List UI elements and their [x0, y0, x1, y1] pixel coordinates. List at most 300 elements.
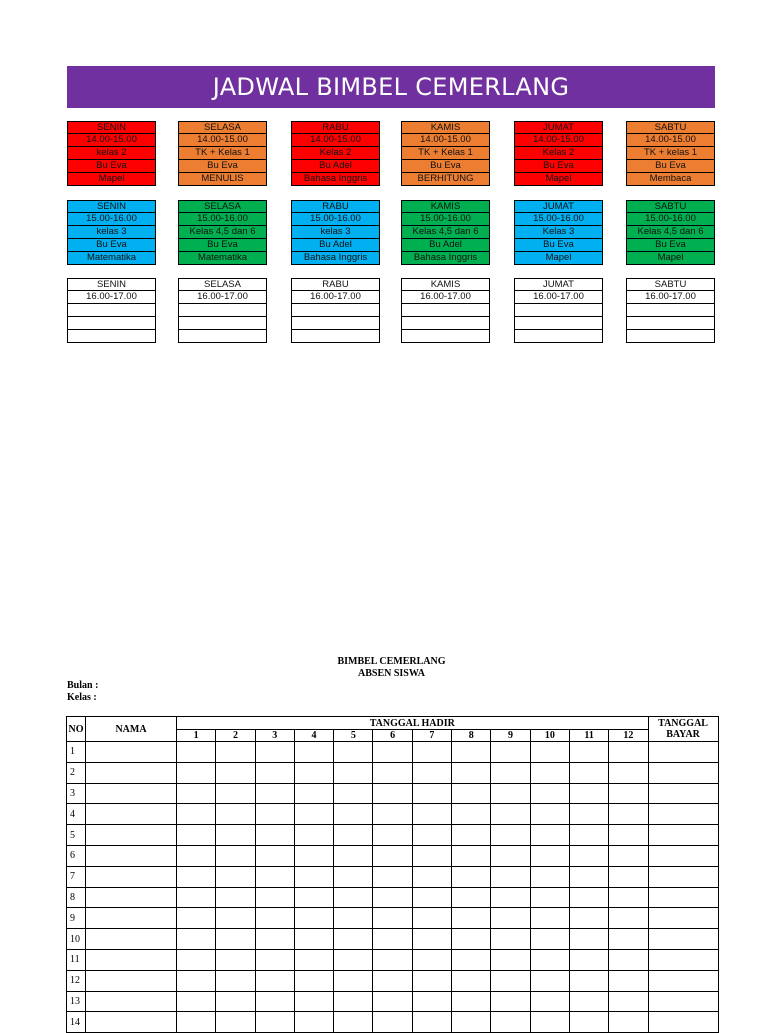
schedule-class: Kelas 4,5 dan 6 — [401, 226, 490, 239]
attendance-cell — [530, 970, 569, 991]
attendance-cell — [412, 970, 451, 991]
attendance-cell — [609, 783, 648, 804]
schedule-subject — [626, 330, 715, 343]
attendance-cell — [294, 949, 333, 970]
schedule-day: SENIN — [67, 278, 156, 291]
schedule-day: KAMIS — [401, 278, 490, 291]
attendance-cell — [294, 845, 333, 866]
name-cell — [86, 742, 177, 763]
attendance-cell — [373, 929, 412, 950]
col-tanggal-hadir-header: TANGGAL HADIR — [177, 717, 649, 730]
attendance-cell — [491, 783, 530, 804]
attendance-cell — [491, 804, 530, 825]
attendance-cell — [569, 908, 608, 929]
schedule-day: SENIN — [67, 121, 156, 134]
schedule-teacher: Bu Eva — [178, 239, 267, 252]
schedule-subject: Matematika — [67, 252, 156, 265]
schedule-time: 14.00-15.00 — [178, 134, 267, 147]
attendance-cell — [216, 742, 255, 763]
attendance-cell — [491, 742, 530, 763]
schedule-subject — [401, 330, 490, 343]
attendance-cell — [216, 762, 255, 783]
attendance-cell — [255, 970, 294, 991]
attendance-cell — [255, 845, 294, 866]
schedule-block — [67, 278, 156, 343]
row-number: 6 — [67, 845, 86, 866]
attendance-cell — [334, 804, 373, 825]
schedule-subject: Mapel — [514, 173, 603, 186]
date-column-header: 3 — [255, 730, 294, 742]
attendance-cell — [569, 845, 608, 866]
kelas-label: Kelas : — [67, 692, 97, 703]
attendance-cell — [530, 845, 569, 866]
attendance-cell — [255, 762, 294, 783]
table-row — [67, 762, 719, 783]
schedule-title: JADWAL BIMBEL CEMERLANG — [67, 66, 715, 108]
schedule-time: 16.00-17.00 — [401, 291, 490, 304]
attendance-cell — [491, 949, 530, 970]
attendance-cell — [216, 845, 255, 866]
attendance-cell — [255, 908, 294, 929]
attendance-cell — [452, 825, 491, 846]
table-row — [67, 991, 719, 1012]
attendance-cell — [294, 970, 333, 991]
schedule-time: 15.00-16.00 — [401, 213, 490, 226]
attendance-cell — [177, 762, 216, 783]
attendance-cell — [530, 762, 569, 783]
attendance-cell — [452, 783, 491, 804]
attendance-cell — [216, 929, 255, 950]
schedule-subject: Bahasa Inggris — [291, 173, 380, 186]
attendance-cell — [609, 866, 648, 887]
schedule-time: 16.00-17.00 — [67, 291, 156, 304]
schedule-subject — [514, 330, 603, 343]
attendance-cell — [216, 887, 255, 908]
attendance-cell — [373, 866, 412, 887]
attendance-cell — [294, 762, 333, 783]
attendance-cell — [491, 991, 530, 1012]
absen-title: BIMBEL CEMERLANG — [337, 656, 446, 667]
schedule-day: JUMAT — [514, 278, 603, 291]
schedule-time: 16.00-17.00 — [291, 291, 380, 304]
attendance-cell — [373, 762, 412, 783]
date-column-header: 2 — [216, 730, 255, 742]
schedule-subject: Bahasa Inggris — [401, 252, 490, 265]
schedule-teacher — [291, 317, 380, 330]
attendance-cell — [452, 866, 491, 887]
schedule-day: SABTU — [626, 278, 715, 291]
attendance-cell — [373, 970, 412, 991]
schedule-block — [178, 278, 267, 343]
attendance-cell — [294, 991, 333, 1012]
attendance-cell — [491, 762, 530, 783]
schedule-subject: Matematika — [178, 252, 267, 265]
table-row — [67, 970, 719, 991]
attendance-cell — [255, 887, 294, 908]
schedule-block — [291, 200, 380, 265]
schedule-teacher: Bu Eva — [67, 160, 156, 173]
schedule-teacher: Bu Eva — [67, 239, 156, 252]
col-nama-header: NAMA — [86, 717, 177, 742]
attendance-cell — [334, 742, 373, 763]
table-row — [67, 783, 719, 804]
date-column-header: 11 — [569, 730, 608, 742]
attendance-cell — [412, 887, 451, 908]
attendance-cell — [177, 949, 216, 970]
attendance-cell — [334, 762, 373, 783]
attendance-cell — [569, 929, 608, 950]
attendance-cell — [530, 887, 569, 908]
schedule-teacher — [67, 317, 156, 330]
name-cell — [86, 845, 177, 866]
attendance-cell — [609, 908, 648, 929]
attendance-cell — [491, 887, 530, 908]
schedule-day: RABU — [291, 121, 380, 134]
date-column-header: 10 — [530, 730, 569, 742]
attendance-cell — [569, 783, 608, 804]
attendance-cell — [609, 845, 648, 866]
attendance-cell — [609, 949, 648, 970]
schedule-teacher: Bu Adel — [291, 239, 380, 252]
attendance-cell — [530, 991, 569, 1012]
name-cell — [86, 783, 177, 804]
attendance-cell — [609, 804, 648, 825]
row-number: 5 — [67, 825, 86, 846]
payment-date-cell — [648, 804, 718, 825]
schedule-day: RABU — [291, 278, 380, 291]
attendance-cell — [216, 783, 255, 804]
attendance-cell — [530, 908, 569, 929]
schedule-subject: Mapel — [67, 173, 156, 186]
schedule-time: 14.00-15.00 — [67, 134, 156, 147]
attendance-cell — [530, 783, 569, 804]
payment-date-cell — [648, 783, 718, 804]
attendance-cell — [609, 1012, 648, 1033]
schedule-class: Kelas 3 — [514, 226, 603, 239]
attendance-cell — [177, 804, 216, 825]
schedule-time: 15.00-16.00 — [514, 213, 603, 226]
attendance-cell — [452, 887, 491, 908]
schedule-class: TK + Kelas 1 — [401, 147, 490, 160]
attendance-cell — [373, 825, 412, 846]
attendance-cell — [255, 742, 294, 763]
schedule-class — [514, 304, 603, 317]
schedule-time: 15.00-16.00 — [291, 213, 380, 226]
schedule-class — [291, 304, 380, 317]
attendance-cell — [216, 804, 255, 825]
table-row — [67, 825, 719, 846]
schedule-block — [626, 278, 715, 343]
attendance-cell — [255, 804, 294, 825]
row-number: 1 — [67, 742, 86, 763]
attendance-cell — [491, 908, 530, 929]
date-column-header: 4 — [294, 730, 333, 742]
name-cell — [86, 887, 177, 908]
attendance-cell — [177, 1012, 216, 1033]
payment-date-cell — [648, 866, 718, 887]
attendance-cell — [334, 845, 373, 866]
attendance-cell — [452, 908, 491, 929]
table-row — [67, 929, 719, 950]
payment-date-cell — [648, 825, 718, 846]
table-row — [67, 866, 719, 887]
row-number: 7 — [67, 866, 86, 887]
attendance-cell — [177, 970, 216, 991]
schedule-day: KAMIS — [401, 200, 490, 213]
attendance-cell — [294, 783, 333, 804]
schedule-class: Kelas 4,5 dan 6 — [178, 226, 267, 239]
attendance-cell — [177, 783, 216, 804]
row-number: 10 — [67, 929, 86, 950]
attendance-cell — [491, 845, 530, 866]
name-cell — [86, 825, 177, 846]
schedule-subject — [178, 330, 267, 343]
schedule-class: Kelas 4,5 dan 6 — [626, 226, 715, 239]
schedule-day: KAMIS — [401, 121, 490, 134]
schedule-teacher — [626, 317, 715, 330]
schedule-day: SELASA — [178, 200, 267, 213]
attendance-cell — [216, 825, 255, 846]
schedule-teacher: Bu Adel — [291, 160, 380, 173]
schedule-subject: Bahasa Inggris — [291, 252, 380, 265]
attendance-cell — [412, 929, 451, 950]
table-row — [67, 1012, 719, 1033]
payment-date-cell — [648, 742, 718, 763]
attendance-cell — [334, 991, 373, 1012]
attendance-cell — [569, 887, 608, 908]
payment-date-cell — [648, 762, 718, 783]
schedule-teacher: Bu Eva — [626, 239, 715, 252]
attendance-cell — [334, 825, 373, 846]
attendance-cell — [255, 783, 294, 804]
table-row — [67, 949, 719, 970]
name-cell — [86, 866, 177, 887]
attendance-cell — [255, 866, 294, 887]
schedule-time: 16.00-17.00 — [514, 291, 603, 304]
attendance-cell — [609, 742, 648, 763]
attendance-cell — [334, 1012, 373, 1033]
schedule-day: JUMAT — [514, 121, 603, 134]
attendance-cell — [255, 825, 294, 846]
attendance-cell — [569, 949, 608, 970]
schedule-class: kelas 3 — [291, 226, 380, 239]
attendance-cell — [452, 929, 491, 950]
date-column-header: 8 — [452, 730, 491, 742]
attendance-cell — [334, 970, 373, 991]
attendance-cell — [294, 742, 333, 763]
attendance-cell — [609, 762, 648, 783]
schedule-block — [626, 200, 715, 265]
attendance-cell — [412, 762, 451, 783]
name-cell — [86, 1012, 177, 1033]
attendance-cell — [569, 742, 608, 763]
attendance-cell — [569, 1012, 608, 1033]
attendance-cell — [255, 929, 294, 950]
schedule-subject: Membaca — [626, 173, 715, 186]
attendance-cell — [294, 887, 333, 908]
schedule-day: JUMAT — [514, 200, 603, 213]
name-cell — [86, 970, 177, 991]
name-cell — [86, 908, 177, 929]
col-no-header: NO — [67, 717, 86, 742]
col-tanggal-bayar-header: TANGGAL BAYAR — [648, 717, 718, 742]
attendance-cell — [255, 949, 294, 970]
payment-date-cell — [648, 970, 718, 991]
attendance-cell — [412, 804, 451, 825]
table-row — [67, 887, 719, 908]
payment-date-cell — [648, 949, 718, 970]
schedule-teacher — [514, 317, 603, 330]
schedule-teacher: Bu Eva — [401, 160, 490, 173]
attendance-cell — [569, 825, 608, 846]
attendance-cell — [334, 949, 373, 970]
schedule-time: 14.00-15.00 — [401, 134, 490, 147]
attendance-cell — [373, 908, 412, 929]
schedule-time: 16.00-17.00 — [178, 291, 267, 304]
attendance-cell — [412, 991, 451, 1012]
attendance-cell — [609, 991, 648, 1012]
row-number: 2 — [67, 762, 86, 783]
schedule-day: SELASA — [178, 121, 267, 134]
attendance-cell — [216, 908, 255, 929]
attendance-cell — [412, 783, 451, 804]
attendance-cell — [412, 908, 451, 929]
schedule-day: SABTU — [626, 200, 715, 213]
attendance-cell — [530, 825, 569, 846]
row-number: 3 — [67, 783, 86, 804]
attendance-cell — [491, 929, 530, 950]
schedule-subject: BERHITUNG — [401, 173, 490, 186]
table-row — [67, 845, 719, 866]
schedule-class — [401, 304, 490, 317]
attendance-cell — [452, 845, 491, 866]
attendance-cell — [177, 887, 216, 908]
attendance-cell — [177, 991, 216, 1012]
attendance-cell — [216, 991, 255, 1012]
attendance-cell — [530, 866, 569, 887]
attendance-cell — [177, 825, 216, 846]
attendance-cell — [530, 929, 569, 950]
date-column-header: 6 — [373, 730, 412, 742]
name-cell — [86, 991, 177, 1012]
schedule-block — [401, 121, 490, 186]
schedule-class — [67, 304, 156, 317]
row-number: 11 — [67, 949, 86, 970]
schedule-day: SELASA — [178, 278, 267, 291]
attendance-cell — [452, 949, 491, 970]
attendance-cell — [294, 1012, 333, 1033]
date-column-header: 12 — [609, 730, 648, 742]
row-number: 8 — [67, 887, 86, 908]
schedule-block — [291, 278, 380, 343]
schedule-class — [626, 304, 715, 317]
absen-subtitle: ABSEN SISWA — [358, 668, 425, 679]
attendance-cell — [294, 804, 333, 825]
schedule-block — [178, 121, 267, 186]
schedule-teacher: Bu Eva — [178, 160, 267, 173]
schedule-subject: MENULIS — [178, 173, 267, 186]
name-cell — [86, 804, 177, 825]
schedule-block — [626, 121, 715, 186]
schedule-block — [178, 200, 267, 265]
date-column-header: 1 — [177, 730, 216, 742]
schedule-teacher: Bu Eva — [514, 160, 603, 173]
attendance-cell — [373, 887, 412, 908]
attendance-cell — [452, 804, 491, 825]
schedule-teacher: Bu Eva — [514, 239, 603, 252]
schedule-block — [67, 121, 156, 186]
attendance-cell — [452, 1012, 491, 1033]
attendance-cell — [569, 866, 608, 887]
payment-date-cell — [648, 845, 718, 866]
attendance-cell — [255, 991, 294, 1012]
attendance-cell — [373, 845, 412, 866]
schedule-class: kelas 3 — [67, 226, 156, 239]
name-cell — [86, 929, 177, 950]
attendance-cell — [412, 949, 451, 970]
schedule-class: TK + kelas 1 — [626, 147, 715, 160]
attendance-cell — [334, 866, 373, 887]
schedule-block — [401, 200, 490, 265]
date-column-header: 7 — [412, 730, 451, 742]
attendance-cell — [452, 762, 491, 783]
attendance-cell — [530, 949, 569, 970]
schedule-time: 16.00-17.00 — [626, 291, 715, 304]
schedule-subject — [291, 330, 380, 343]
attendance-cell — [334, 908, 373, 929]
name-cell — [86, 949, 177, 970]
attendance-cell — [216, 949, 255, 970]
table-row — [67, 908, 719, 929]
schedule-time: 14.00-15.00 — [626, 134, 715, 147]
row-number: 13 — [67, 991, 86, 1012]
attendance-cell — [216, 1012, 255, 1033]
attendance-cell — [294, 825, 333, 846]
row-number: 14 — [67, 1012, 86, 1033]
attendance-cell — [609, 887, 648, 908]
attendance-cell — [373, 1012, 412, 1033]
attendance-cell — [334, 887, 373, 908]
attendance-cell — [569, 762, 608, 783]
attendance-cell — [334, 783, 373, 804]
bulan-label: Bulan : — [67, 680, 99, 691]
attendance-cell — [373, 783, 412, 804]
attendance-cell — [177, 908, 216, 929]
schedule-teacher — [401, 317, 490, 330]
attendance-cell — [412, 845, 451, 866]
attendance-cell — [294, 929, 333, 950]
attendance-cell — [177, 845, 216, 866]
schedule-class: kelas 2 — [67, 147, 156, 160]
schedule-teacher: Bu Adel — [401, 239, 490, 252]
attendance-cell — [491, 825, 530, 846]
attendance-cell — [177, 866, 216, 887]
attendance-cell — [569, 970, 608, 991]
attendance-cell — [452, 742, 491, 763]
attendance-cell — [412, 866, 451, 887]
attendance-cell — [177, 929, 216, 950]
name-cell — [86, 762, 177, 783]
attendance-cell — [177, 742, 216, 763]
schedule-time: 15.00-16.00 — [67, 213, 156, 226]
attendance-cell — [334, 929, 373, 950]
schedule-subject: Mapel — [514, 252, 603, 265]
row-number: 12 — [67, 970, 86, 991]
attendance-cell — [452, 991, 491, 1012]
schedule-block — [291, 121, 380, 186]
attendance-cell — [294, 908, 333, 929]
schedule-time: 14.00-15.00 — [514, 134, 603, 147]
